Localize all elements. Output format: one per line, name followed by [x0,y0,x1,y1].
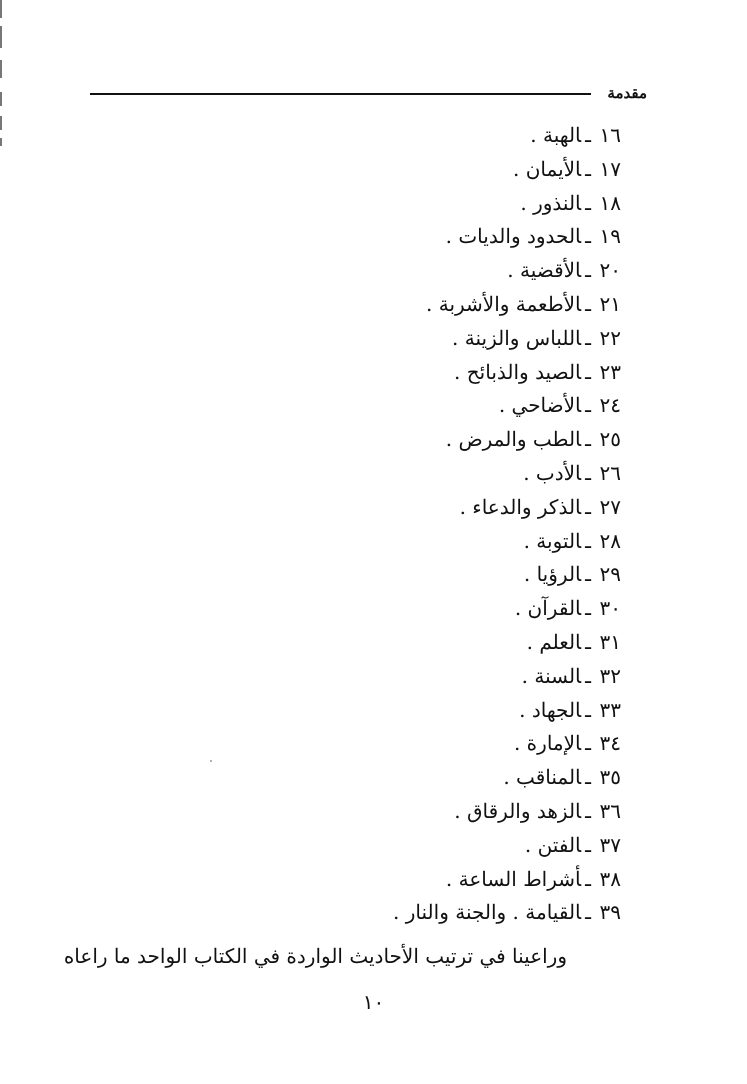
chapter-number: ٣٠ [599,596,621,621]
chapter-item [201,153,621,187]
chapter-separator: ـ [585,663,591,688]
chapter-separator: ـ [585,494,591,519]
chapter-number: ٢٣ [599,359,621,384]
chapter-item [201,795,621,829]
chapter-item [201,694,621,728]
chapter-separator: ـ [585,460,591,485]
chapter-title: الأدب . [523,460,582,485]
chapter-separator: ـ [585,798,591,823]
chapter-item [201,863,621,897]
chapter-title: القرآن . [514,596,582,621]
chapter-item [201,457,621,491]
page-header [90,84,647,108]
chapter-title: القيامة . والجنة والنار . [393,900,582,925]
chapter-separator: ـ [585,629,591,654]
chapter-title: الإمارة . [513,731,582,756]
chapter-separator: ـ [585,258,591,283]
chapter-number: ٢١ [599,291,621,316]
chapter-separator: ـ [585,291,591,316]
body-paragraph: وراعينا في ترتيب الأحاديث الواردة في الكتاب الواحد ما راعاه [63,944,567,968]
chapter-list [201,119,621,930]
chapter-number: ١٨ [599,190,621,215]
chapter-item [201,389,621,423]
chapter-separator: ـ [585,765,591,790]
chapter-separator: ـ [585,427,591,452]
chapter-title: الأطعمة والأشربة . [426,291,582,316]
chapter-item [201,322,621,356]
chapter-separator: ـ [585,596,591,621]
chapter-number: ٢٠ [599,258,621,283]
chapter-item [201,829,621,863]
header-title: مقدمة [607,84,647,102]
chapter-number: ٣٧ [599,832,621,857]
chapter-number: ٢٢ [599,325,621,350]
chapter-number: ٣٦ [599,798,621,823]
chapter-item [201,896,621,930]
chapter-number: ٢٨ [599,528,621,553]
chapter-title: الجهاد . [519,697,582,722]
chapter-number: ٢٤ [599,393,621,418]
chapter-number: ٢٧ [599,494,621,519]
chapter-number: ٢٥ [599,427,621,452]
chapter-separator: ـ [585,190,591,215]
chapter-item [201,187,621,221]
chapter-number: ٢٩ [599,562,621,587]
chapter-separator: ـ [585,562,591,587]
chapter-number: ٢٦ [599,460,621,485]
chapter-title: اللباس والزينة . [452,325,582,350]
chapter-separator: ـ [585,359,591,384]
chapter-item [201,761,621,795]
chapter-item [201,288,621,322]
chapter-item [201,727,621,761]
chapter-item [201,491,621,525]
chapter-separator: ـ [585,832,591,857]
chapter-separator: ـ [585,528,591,553]
chapter-item [201,558,621,592]
chapter-item [201,592,621,626]
chapter-number: ٣٢ [599,663,621,688]
chapter-number: ٣١ [599,629,621,654]
chapter-separator: ـ [585,325,591,350]
chapter-title: المناقب . [503,765,582,790]
chapter-item [201,525,621,559]
chapter-separator: ـ [585,224,591,249]
chapter-title: العلم . [526,629,582,654]
chapter-title: التوبة . [523,528,582,553]
chapter-separator: ـ [585,731,591,756]
chapter-title: الفتن . [524,832,582,857]
chapter-number: ١٦ [599,123,621,147]
chapter-item [201,423,621,457]
chapter-title: الأيمان . [513,156,582,181]
chapter-separator: ـ [585,866,591,891]
chapter-separator: ـ [585,393,591,418]
binding-margin-marks [0,0,3,150]
chapter-title: الذكر والدعاء . [459,494,582,519]
chapter-item [201,220,621,254]
chapter-item [201,254,621,288]
chapter-title: الرؤيا . [523,562,582,587]
chapter-title: أشراط الساعة . [445,866,582,891]
chapter-number: ٣٩ [599,900,621,925]
chapter-title: الصيد والذبائح . [454,359,582,384]
page-number: ١٠ [362,990,385,1014]
chapter-number: ١٩ [599,224,621,249]
chapter-number: ١٧ [599,156,621,181]
chapter-title: الأقضية . [507,258,582,283]
chapter-title: الأضاحي . [498,393,582,418]
chapter-separator: ـ [585,697,591,722]
chapter-item [201,660,621,694]
chapter-item [201,626,621,660]
chapter-title: الحدود والديات . [445,224,582,249]
chapter-title: الزهد والرقاق . [454,798,582,823]
chapter-item [201,356,621,390]
chapter-number: ٣٥ [599,765,621,790]
chapter-separator: ـ [585,123,591,147]
chapter-title: السنة . [521,663,582,688]
chapter-title: الطب والمرض . [445,427,582,452]
chapter-item [201,119,621,153]
chapter-title: النذور . [520,190,582,215]
chapter-number: ٣٤ [599,731,621,756]
chapter-number: ٣٣ [599,697,621,722]
chapter-separator: ـ [585,156,591,181]
header-rule [90,93,591,95]
scan-speck [210,760,212,762]
chapter-separator: ـ [585,900,591,925]
chapter-number: ٣٨ [599,866,621,891]
chapter-title: الهبة . [530,123,582,147]
